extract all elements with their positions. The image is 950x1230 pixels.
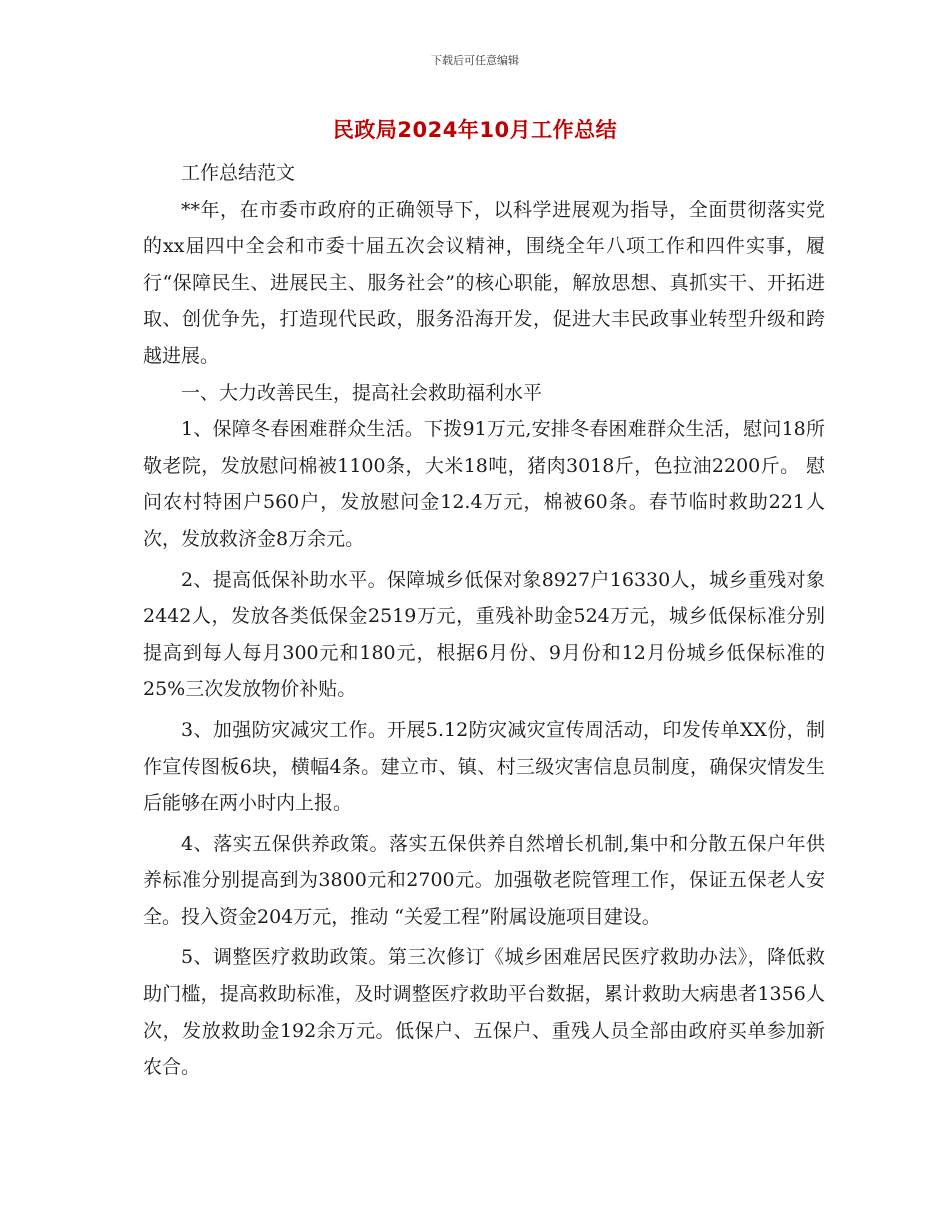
paragraph-intro: **年，在市委市政府的正确领导下，以科学进展观为指导，全面贯彻落实党的xx届四中全会和市委十届五次会议精神，围绕全年八项工作和四件实事，履行“保障民生、进展民主、服务社会”的核心职能，解放思想、真抓实干、开拓进取、创优争先，打造现代民政，服务沿海开发，促进大丰民政事业转型升级和跨越进展。 [143,198,825,367]
document-body [143,155,825,1086]
document-title: 民政局2024年10月工作总结 [332,118,618,142]
paragraph-item-5: 5、调整医疗救助政策。第三次修订《城乡困难居民医疗救助办法》，降低救助门槛，提高救助标准，及时调整医疗救助平台数据，累计救助大病患者1356人次，发放救助金192余万元。低保户、五保户、重残人员全部由政府买单参加新农合。 [143,946,825,1079]
paragraph-item-4: 4、落实五保供养政策。落实五保供养自然增长机制,集中和分散五保户年供养标准分别提高到为3800元和2700元。加强敬老院管理工作，保证五保老人安全。投入资金204万元，推动 “关爱工程”附属设施项目建设。 [143,832,825,928]
paragraph-item-2: 2、提高低保补助水平。保障城乡低保对象8927户16330人，城乡重残对象2442人，发放各类低保金2519万元，重残补助金524万元，城乡低保标准分别提高到每人每月300元和180元，根据6月份、9月份和12月份城乡低保标准的25%三次发放物价补贴。 [143,568,825,701]
paragraph-item-3: 3、加强防灾减灾工作。开展5.12防灾减灾宣传周活动，印发传单XX份，制作宣传图板6块，横幅4条。建立市、镇、村三级灾害信息员制度，确保灾情发生后能够在两小时内上报。 [143,718,825,815]
paragraph-item-1: 1、保障冬春困难群众生活。下拨91万元,安排冬春困难群众生活，慰问18所敬老院，发放慰问棉被1100条，大米18吨，猪肉3018斤，色拉油2200斤。 慰问农村特困户560户，发放慰问金12.4万元，棉被60条。春节临时救助221人次，发放救济金8万余元。 [143,418,825,550]
paragraph-subtitle: 工作总结范文 [181,162,296,184]
header-note: 下载后可任意编辑 [431,54,519,67]
section-heading: 一、大力改善民生，提高社会救助福利水平 [181,381,543,404]
